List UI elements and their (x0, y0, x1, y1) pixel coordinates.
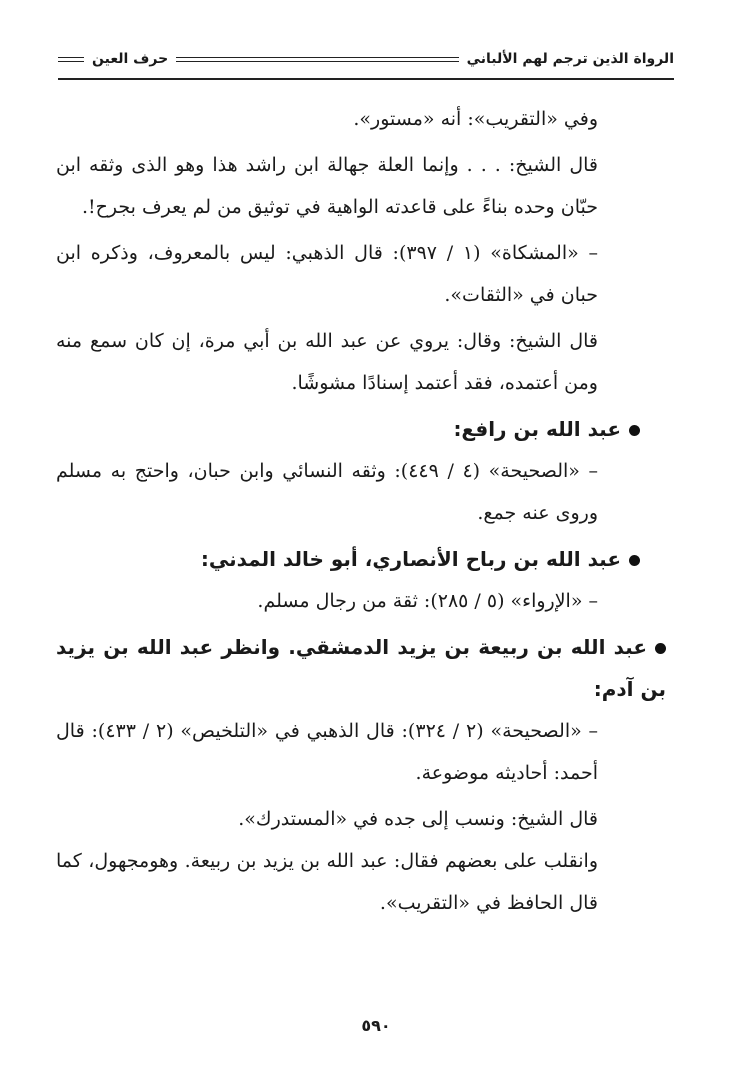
running-title: الرواة الذين ترجم لهم الألباني (466, 51, 674, 67)
entry-heading-text: عبد الله بن ربيعة بن يزيد الدمشقي. وانظر عبد الله بن يزيد بن آدم: (56, 635, 666, 701)
paragraph-sheikh-narration: قال الشيخ: وقال: يروي عن عبد الله بن أبي مرة، إن كان سمع منه ومن أعتمده، فقد أعتمد إسنادًا مشوشًا. (56, 330, 598, 394)
reference-mishkat: – «المشكاة» (١ / ٣٩٧): قال الذهبي: ليس بالمعروف، وذكره ابن حبان في «الثقات». (56, 242, 598, 306)
header-short-rule (58, 57, 84, 62)
bullet-icon (655, 643, 666, 654)
entry-heading-text: عبد الله بن رافع: (453, 417, 621, 441)
header-rule (176, 57, 458, 62)
reference-sahiha-324: – «الصحيحة» (٢ / ٣٢٤): قال الذهبي في «التلخيص» (٢ / ٤٣٣): قال أحمد: أحاديثه موضوعة. (56, 720, 599, 784)
entry-heading-text: عبد الله بن رباح الأنصاري، أبو خالد المدني: (200, 547, 621, 571)
paragraph-inversion: وانقلب على بعضهم فقال: عبد الله بن يزيد بن ربيعة. وهومجهول، كما قال الحافظ في «التقريب». (56, 850, 598, 914)
page-number: ٥٩٠ (361, 1016, 391, 1035)
bullet-icon (629, 425, 640, 436)
section-name: حرف العين (92, 51, 169, 67)
bullet-icon (629, 555, 640, 566)
reference-sahiha-449: – «الصحيحة» (٤ / ٤٤٩): وثقه النسائي وابن حبان، واحتج به مسلم وروى عنه جمع. (56, 460, 599, 524)
entry-heading-rafi (56, 408, 640, 450)
header-underline (58, 78, 674, 80)
paragraph-mustadrak: قال الشيخ: ونسب إلى جده في «المستدرك». (238, 808, 598, 830)
entry-heading-rabah (56, 538, 640, 580)
paragraph-taqrib: وفي «التقريب»: أنه «مستور». (353, 108, 598, 130)
running-header (58, 44, 674, 74)
entry-heading-rabia (56, 626, 666, 710)
reference-irwa: – «الإرواء» (٥ / ٢٨٥): ثقة من رجال مسلم. (257, 590, 598, 612)
paragraph-sheikh-comment: قال الشيخ: . . . وإنما العلة جهالة ابن راشد هذا وهو الذى وثقه ابن حبّان وحده بناءً على قاعدته الواهية في توثيق من لم يعرف بجرح!. (56, 154, 598, 218)
page-body (56, 98, 666, 924)
